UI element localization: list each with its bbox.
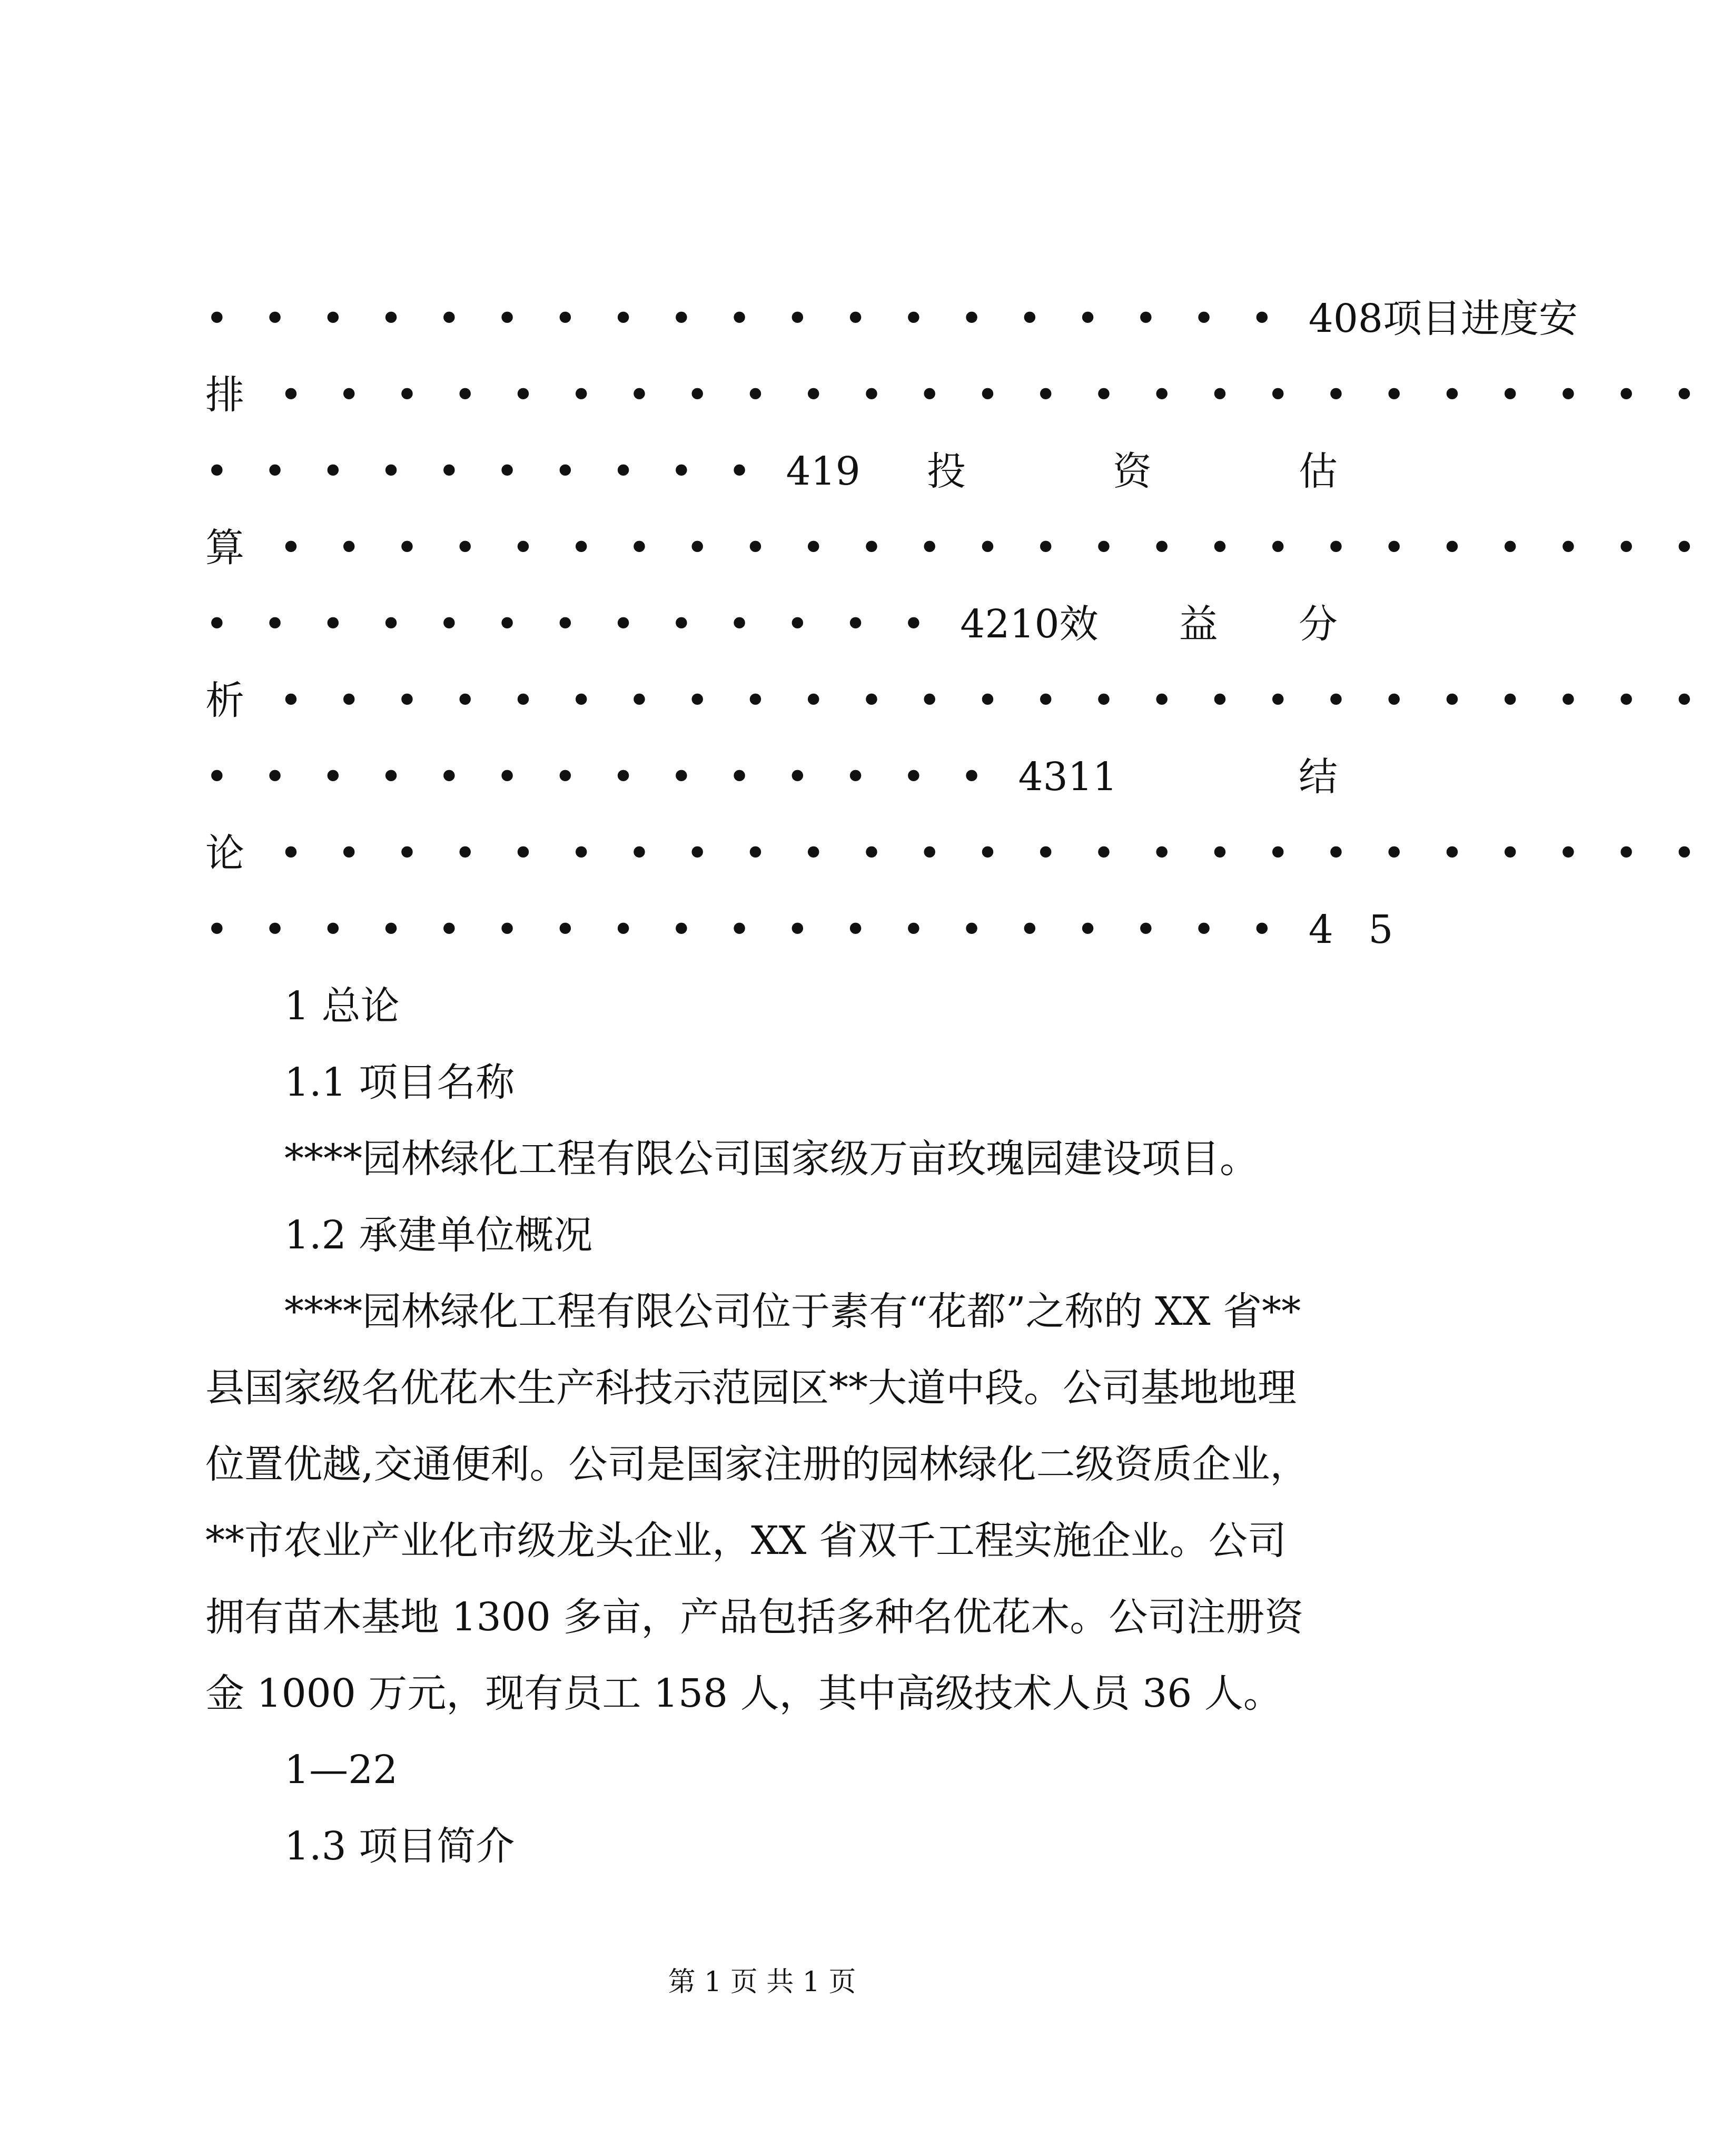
toc-line-continued: 算••••••••••••••••••••••••• xyxy=(205,525,1731,570)
toc-line-investment xyxy=(205,432,1338,511)
toc-line-benefit xyxy=(205,585,1338,664)
contractor-text-line: 拥有苗木基地 1300 多亩，产品包括多种名优花木。公司注册资 xyxy=(205,1594,1304,1640)
heading-general: 1 总论 xyxy=(284,983,400,1029)
page-footer: 第 1 页 共 1 页 xyxy=(668,1966,856,1998)
contractor-text-line: 金 1000 万元，现有员工 158 人，其中高级技术人员 36 人。 xyxy=(205,1671,1282,1716)
heading-project-name: 1.1 项目名称 xyxy=(284,1060,515,1105)
toc-title: 投 资 估 xyxy=(927,449,1338,494)
toc-title: 效 益 分 xyxy=(1059,602,1338,647)
toc-line-continued: 排••••••••••••••••••••••••• xyxy=(205,372,1731,418)
toc-dots: •••••••••••••••••••408 xyxy=(205,296,1383,341)
contractor-text-line: 位置优越,交通便利。公司是国家注册的园林绿化二级资质企业， xyxy=(205,1442,1309,1487)
toc-dots: •••••••••••••4210 xyxy=(205,602,1060,647)
toc-title: 结 xyxy=(1299,754,1338,800)
toc-dots: ••••••••••••••4311 xyxy=(205,754,1117,800)
toc-dots: ••••••••••419 xyxy=(205,449,860,494)
toc-title: 项 目 进 度 安 xyxy=(1382,296,1578,341)
toc-line-conclusion xyxy=(205,737,1338,816)
toc-line-schedule xyxy=(205,279,1578,358)
toc-line-continued: 析••••••••••••••••••••••••• xyxy=(205,678,1731,723)
contractor-text-line: 县国家级名优花木生产科技示范园区**大道中段。公司基地地理 xyxy=(205,1365,1297,1411)
heading-project-intro: 1.3 项目简介 xyxy=(284,1824,515,1869)
toc-line-continued: 论••••••••••••••••••••••••• xyxy=(205,831,1731,876)
page-reference: 1—22 xyxy=(284,1747,398,1793)
heading-contractor: 1.2 承建单位概况 xyxy=(284,1213,593,1258)
project-name-text: ****园林绿化工程有限公司国家级万亩玫瑰园建设项目。 xyxy=(284,1136,1259,1182)
contractor-text-line: **市农业产业化市级龙头企业，XX 省双千工程实施企业。公司 xyxy=(205,1518,1287,1563)
toc-line-end: •••••••••••••••••••45 xyxy=(205,907,1429,952)
contractor-text-line: ****园林绿化工程有限公司位于素有“花都”之称的 XX 省** xyxy=(284,1289,1301,1334)
